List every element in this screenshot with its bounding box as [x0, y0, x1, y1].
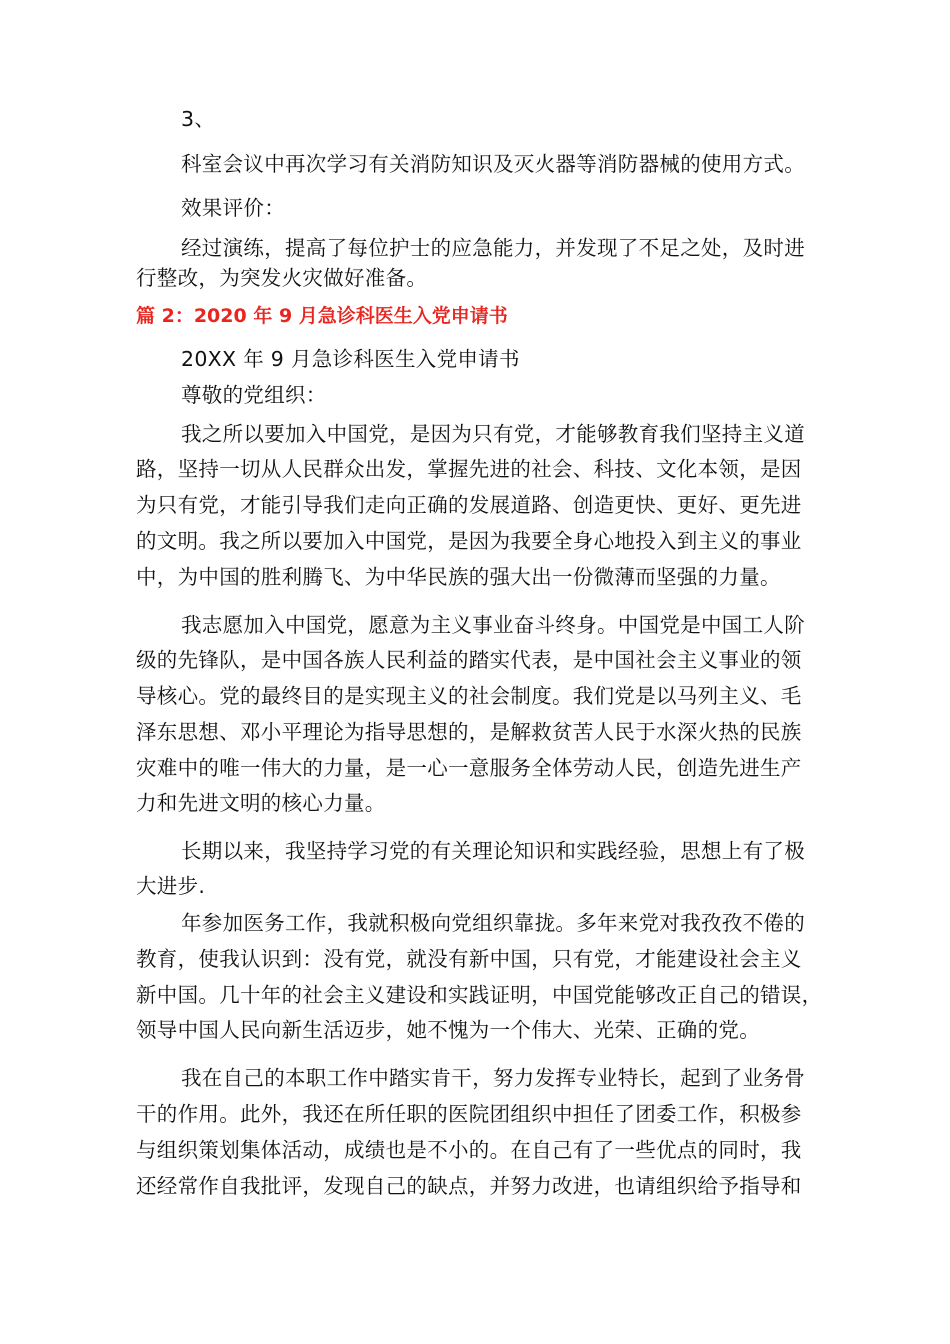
evaluation-label: 效果评价： [181, 196, 285, 220]
letter-title: 20XX 年 9 月急诊科医生入党申请书 [181, 347, 520, 371]
paragraph-line: 新中国。几十年的社会主义建设和实践证明，中国党能够改正自己的错误， [136, 983, 823, 1007]
paragraph-line: 泽东思想、邓小平理论为指导思想的，是解救贫苦人民于水深火热的民族 [136, 720, 802, 744]
step-text: 科室会议中再次学习有关消防知识及灭火器等消防器械的使用方式。 [181, 152, 805, 176]
paragraph-line: 长期以来，我坚持学习党的有关理论知识和实践经验，思想上有了极 [181, 839, 805, 863]
paragraph-line: 我在自己的本职工作中踏实肯干，努力发挥专业特长，起到了业务骨 [181, 1066, 805, 1090]
evaluation-line: 经过演练，提高了每位护士的应急能力，并发现了不足之处，及时进 [181, 236, 805, 260]
paragraph-line: 领导中国人民向新生活迈步，她不愧为一个伟大、光荣、正确的党。 [136, 1018, 760, 1042]
paragraph-line: 干的作用。此外，我还在所任职的医院团组织中担任了团委工作，积极参 [136, 1102, 802, 1126]
paragraph-line: 路，坚持一切从人民群众出发，掌握先进的社会、科技、文化本领，是因 [136, 457, 802, 481]
paragraph-line: 力和先进文明的核心力量。 [136, 791, 386, 815]
paragraph-line: 中，为中国的胜利腾飞、为中华民族的强大出一份微薄而坚强的力量。 [136, 565, 781, 589]
salutation: 尊敬的党组织： [181, 383, 327, 407]
paragraph-line: 我之所以要加入中国党，是因为只有党，才能够教育我们坚持主义道 [181, 422, 805, 446]
paragraph-line: 级的先锋队，是中国各族人民利益的踏实代表，是中国社会主义事业的领 [136, 648, 802, 672]
evaluation-line: 行整改，为突发火灾做好准备。 [136, 266, 428, 290]
paragraph-line: 年参加医务工作，我就积极向党组织靠拢。多年来党对我孜孜不倦的 [181, 911, 805, 935]
paragraph-line: 的文明。我之所以要加入中国党，是因为我要全身心地投入到主义的事业 [136, 529, 802, 553]
paragraph-line: 还经常作自我批评，发现自己的缺点，并努力改进，也请组织给予指导和 [136, 1174, 802, 1198]
paragraph-line: 灾难中的唯一伟大的力量，是一心一意服务全体劳动人民，创造先进生产 [136, 756, 802, 780]
paragraph-line: 教育，使我认识到：没有党，就没有新中国，只有党，才能建设社会主义 [136, 947, 802, 971]
paragraph-line: 为只有党，才能引导我们走向正确的发展道路、创造更快、更好、更先进 [136, 493, 802, 517]
paragraph-line: 我志愿加入中国党，愿意为主义事业奋斗终身。中国党是中国工人阶 [181, 613, 805, 637]
paragraph-line: 与组织策划集体活动，成绩也是不小的。在自己有了一些优点的同时，我 [136, 1138, 802, 1162]
step-number: 3、 [181, 107, 216, 131]
paragraph-line: 导核心。党的最终目的是实现主义的社会制度。我们党是以马列主义、毛 [136, 684, 802, 708]
section-heading: 篇 2：2020 年 9 月急诊科医生入党申请书 [136, 305, 508, 327]
paragraph-line: 大进步. [136, 874, 206, 898]
